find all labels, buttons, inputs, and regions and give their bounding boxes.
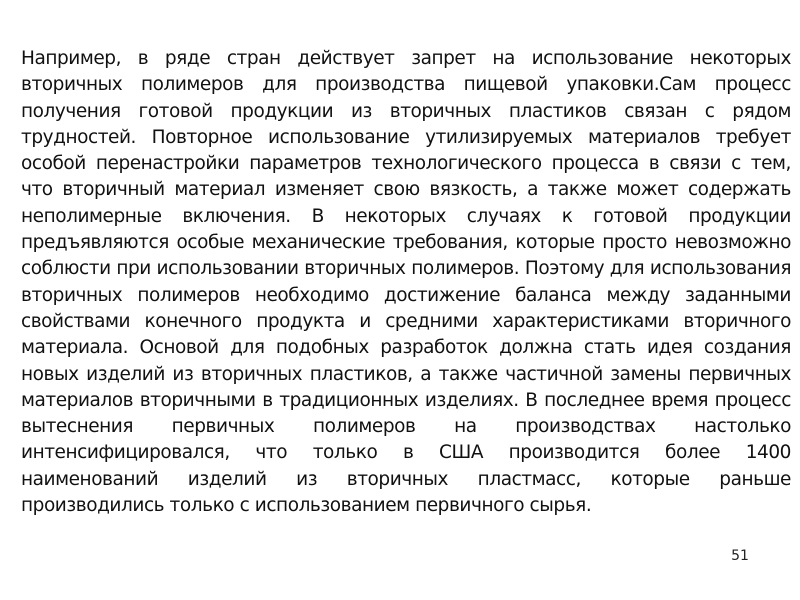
body-paragraph: Например, в ряде стран действует запрет на использование некоторых вторичных полимеров для производства пищевой упаковки.Сам процесс получения готовой продукции из вторичных пластиков связан с рядом трудностей. Повторное использование утилизируемых материалов требует особой перенастройки параметров технологического процесса в связи с тем, что вторичный материал изменяет свою вязкость, а также может содержать неполимерные включения. В некоторых случаях к готовой продукции предъявляются особые механические требования, которые просто невозможно соблюсти при использовании вторичных полимеров. Поэтому для использования вторичных полимеров необходимо достижение баланса между заданными свойствами конечного продукта и средними характеристиками вторичного материала. Основой для подобных разработок должна стать идея создания новых изделий из вторичных пластиков, а также частичной замены первичных материалов вторичными в традиционных изделиях. В последнее время процесс вытеснения первичных полимеров на производствах настолько интенсифицировался, что только в США производится более 1400 наименований изделий из вторичных пластмасс, которые раньше производились только с использованием первичного сырья. — [21, 48, 791, 517]
page-number: 51 — [731, 548, 749, 564]
